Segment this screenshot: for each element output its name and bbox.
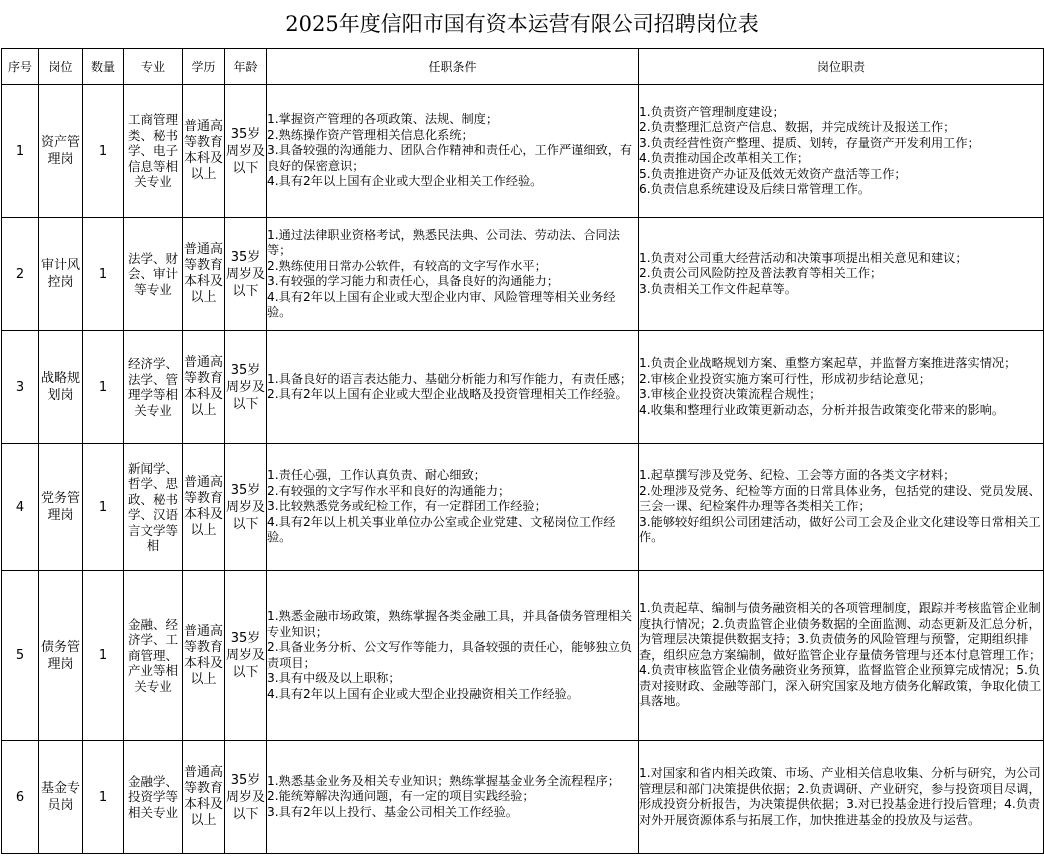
recruitment-table <box>1 48 1044 854</box>
table-row <box>2 741 1044 854</box>
table-row <box>2 85 1044 218</box>
row-requirements: 1.具备良好的语言表达能力、基础分析能力和写作能力，有责任感； 2.具有2年以上国有企业或大型企业战略及投资管理相关工作经验。 <box>267 331 639 444</box>
row-education: 普通高等教育本科及以上 <box>183 218 225 331</box>
header-duties: 岗位职责 <box>639 49 1044 85</box>
row-major: 金融、经济学、工商管理、产业等相关专业 <box>124 571 183 741</box>
row-education: 普通高等教育本科及以上 <box>183 571 225 741</box>
header-row <box>2 49 1044 85</box>
row-major: 法学、财会、审计等专业 <box>124 218 183 331</box>
row-index: 1 <box>2 85 39 218</box>
row-index: 5 <box>2 571 39 741</box>
row-count: 1 <box>83 444 124 571</box>
row-duties: 1.负责起草、编制与债务融资相关的各项管理制度，跟踪并考核监管企业制度执行情况；2.负责监管企业债务数据的全面监测、动态更新及汇总分析，为管理层决策提供数据支持；3.负责债务的风险管理与预警，定期组织排查，组织应急方案编制，做好监管企业存量债务管理与还本付息管理工作；4.负责审核监管企业债务融资业务预算，监督监管企业预算完成情况；5.负责对接财政、金融等部门，深入研究国家及地方债务化解政策，争取化债工具落地。 <box>639 571 1044 741</box>
row-position: 审计风控岗 <box>39 218 83 331</box>
row-age: 35岁周岁及以下 <box>225 571 267 741</box>
row-major: 新闻学、哲学、思政、秘书学、汉语言文学等相 <box>124 444 183 571</box>
row-index: 3 <box>2 331 39 444</box>
page-title: 2025年度信阳市国有资本运营有限公司招聘岗位表 <box>285 12 759 36</box>
row-position: 资产管理岗 <box>39 85 83 218</box>
row-education: 普通高等教育本科及以上 <box>183 444 225 571</box>
header-age: 年龄 <box>225 49 267 85</box>
row-duties: 1.负责资产管理制度建设； 2.负责整理汇总资产信息、数据，并完成统计及报送工作； 3.负责经营性资产整理、提质、划转，存量资产开发利用工作； 4.负责推动国企改革相关工作； 5.负责推进资产办证及低效无效资产盘活等工作； 6.负责信息系统建设及后续日常管理工作。 <box>639 85 1044 218</box>
row-position: 党务管理岗 <box>39 444 83 571</box>
row-count: 1 <box>83 741 124 854</box>
row-requirements: 1.责任心强，工作认真负责、耐心细致； 2.有较强的文字写作水平和良好的沟通能力； 3.比较熟悉党务或纪检工作，有一定群团工作经验； 4.具有2年以上机关事业单位办公室或企业党建、文秘岗位工作经验。 <box>267 444 639 571</box>
header-position: 岗位 <box>39 49 83 85</box>
row-count: 1 <box>83 331 124 444</box>
row-position: 基金专员岗 <box>39 741 83 854</box>
row-education: 普通高等教育本科及以上 <box>183 85 225 218</box>
row-education: 普通高等教育本科及以上 <box>183 331 225 444</box>
row-position: 战略规划岗 <box>39 331 83 444</box>
row-position: 债务管理岗 <box>39 571 83 741</box>
row-requirements: 1.熟悉金融市场政策，熟练掌握各类金融工具，并具备债务管理相关专业知识； 2.具备业务分析、公文写作等能力，具备较强的责任心，能够独立负责项目； 3.具有中级及以上职称； 4.具有2年以上国有企业或大型企业投融资相关工作经验。 <box>267 571 639 741</box>
header-education: 学历 <box>183 49 225 85</box>
table-row <box>2 571 1044 741</box>
header-count: 数量 <box>83 49 124 85</box>
row-age: 35岁周岁及以下 <box>225 218 267 331</box>
row-requirements: 1.掌握资产管理的各项政策、法规、制度； 2.熟练操作资产管理相关信息化系统； 3.具备较强的沟通能力、团队合作精神和责任心，工作严谨细致，有良好的保密意识； 4.具有2年以上国有企业或大型企业相关工作经验。 <box>267 85 639 218</box>
row-age: 35岁周岁及以下 <box>225 331 267 444</box>
row-requirements: 1.熟悉基金业务及相关专业知识；熟练掌握基金业务全流程程序； 2.能统筹解决沟通问题，有一定的项目实践经验； 3.具有2年以上投行、基金公司相关工作经验。 <box>267 741 639 854</box>
row-major: 工商管理类、秘书学、电子信息等相关专业 <box>124 85 183 218</box>
table-row <box>2 331 1044 444</box>
row-count: 1 <box>83 571 124 741</box>
row-count: 1 <box>83 218 124 331</box>
table-row <box>2 218 1044 331</box>
header-major: 专业 <box>124 49 183 85</box>
row-major: 金融学、投资学等相关专业 <box>124 741 183 854</box>
row-age: 35岁周岁及以下 <box>225 444 267 571</box>
row-index: 2 <box>2 218 39 331</box>
row-age: 35岁周岁及以下 <box>225 85 267 218</box>
row-duties: 1.起草撰写涉及党务、纪检、工会等方面的各类文字材料； 2.处理涉及党务、纪检等方面的日常具体业务，包括党的建设、党员发展、三会一课、纪检案件办理等各类相关工作； 3.能够较好组织公司团建活动，做好公司工会及企业文化建设等日常相关工作。 <box>639 444 1044 571</box>
row-major: 经济学、法学、管理学等相关专业 <box>124 331 183 444</box>
header-index: 序号 <box>2 49 39 85</box>
row-index: 4 <box>2 444 39 571</box>
row-duties: 1.负责企业战略规划方案、重整方案起草，并监督方案推进落实情况； 2.审核企业投资实施方案可行性，形成初步结论意见； 3.审核企业投资决策流程合规性； 4.收集和整理行业政策更新动态，分析并报告政策变化带来的影响。 <box>639 331 1044 444</box>
row-count: 1 <box>83 85 124 218</box>
row-index: 6 <box>2 741 39 854</box>
row-age: 35岁周岁及以下 <box>225 741 267 854</box>
row-education: 普通高等教育本科及以上 <box>183 741 225 854</box>
row-duties: 1.负责对公司重大经营活动和决策事项提出相关意见和建议； 2.负责公司风险防控及普法教育等相关工作； 3.负责相关工作文件起草等。 <box>639 218 1044 331</box>
header-requirements: 任职条件 <box>267 49 639 85</box>
row-requirements: 1.通过法律职业资格考试，熟悉民法典、公司法、劳动法、合同法等； 2.熟练使用日常办公软件，有较高的文字写作水平； 3.有较强的学习能力和责任心，具备良好的沟通能力； 4.具有2年以上国有企业或大型企业内审、风险管理等相关业务经验。 <box>267 218 639 331</box>
table-row <box>2 444 1044 571</box>
row-duties: 1.对国家和省内相关政策、市场、产业相关信息收集、分析与研究，为公司管理层和部门决策提供依据；2.负责调研、产业研究，参与投资项目尽调，形成投资分析报告，为决策提供依据；3.对已投基金进行投后管理；4.负责对外开展资源体系与拓展工作，加快推进基金的投放及与运营。 <box>639 741 1044 854</box>
